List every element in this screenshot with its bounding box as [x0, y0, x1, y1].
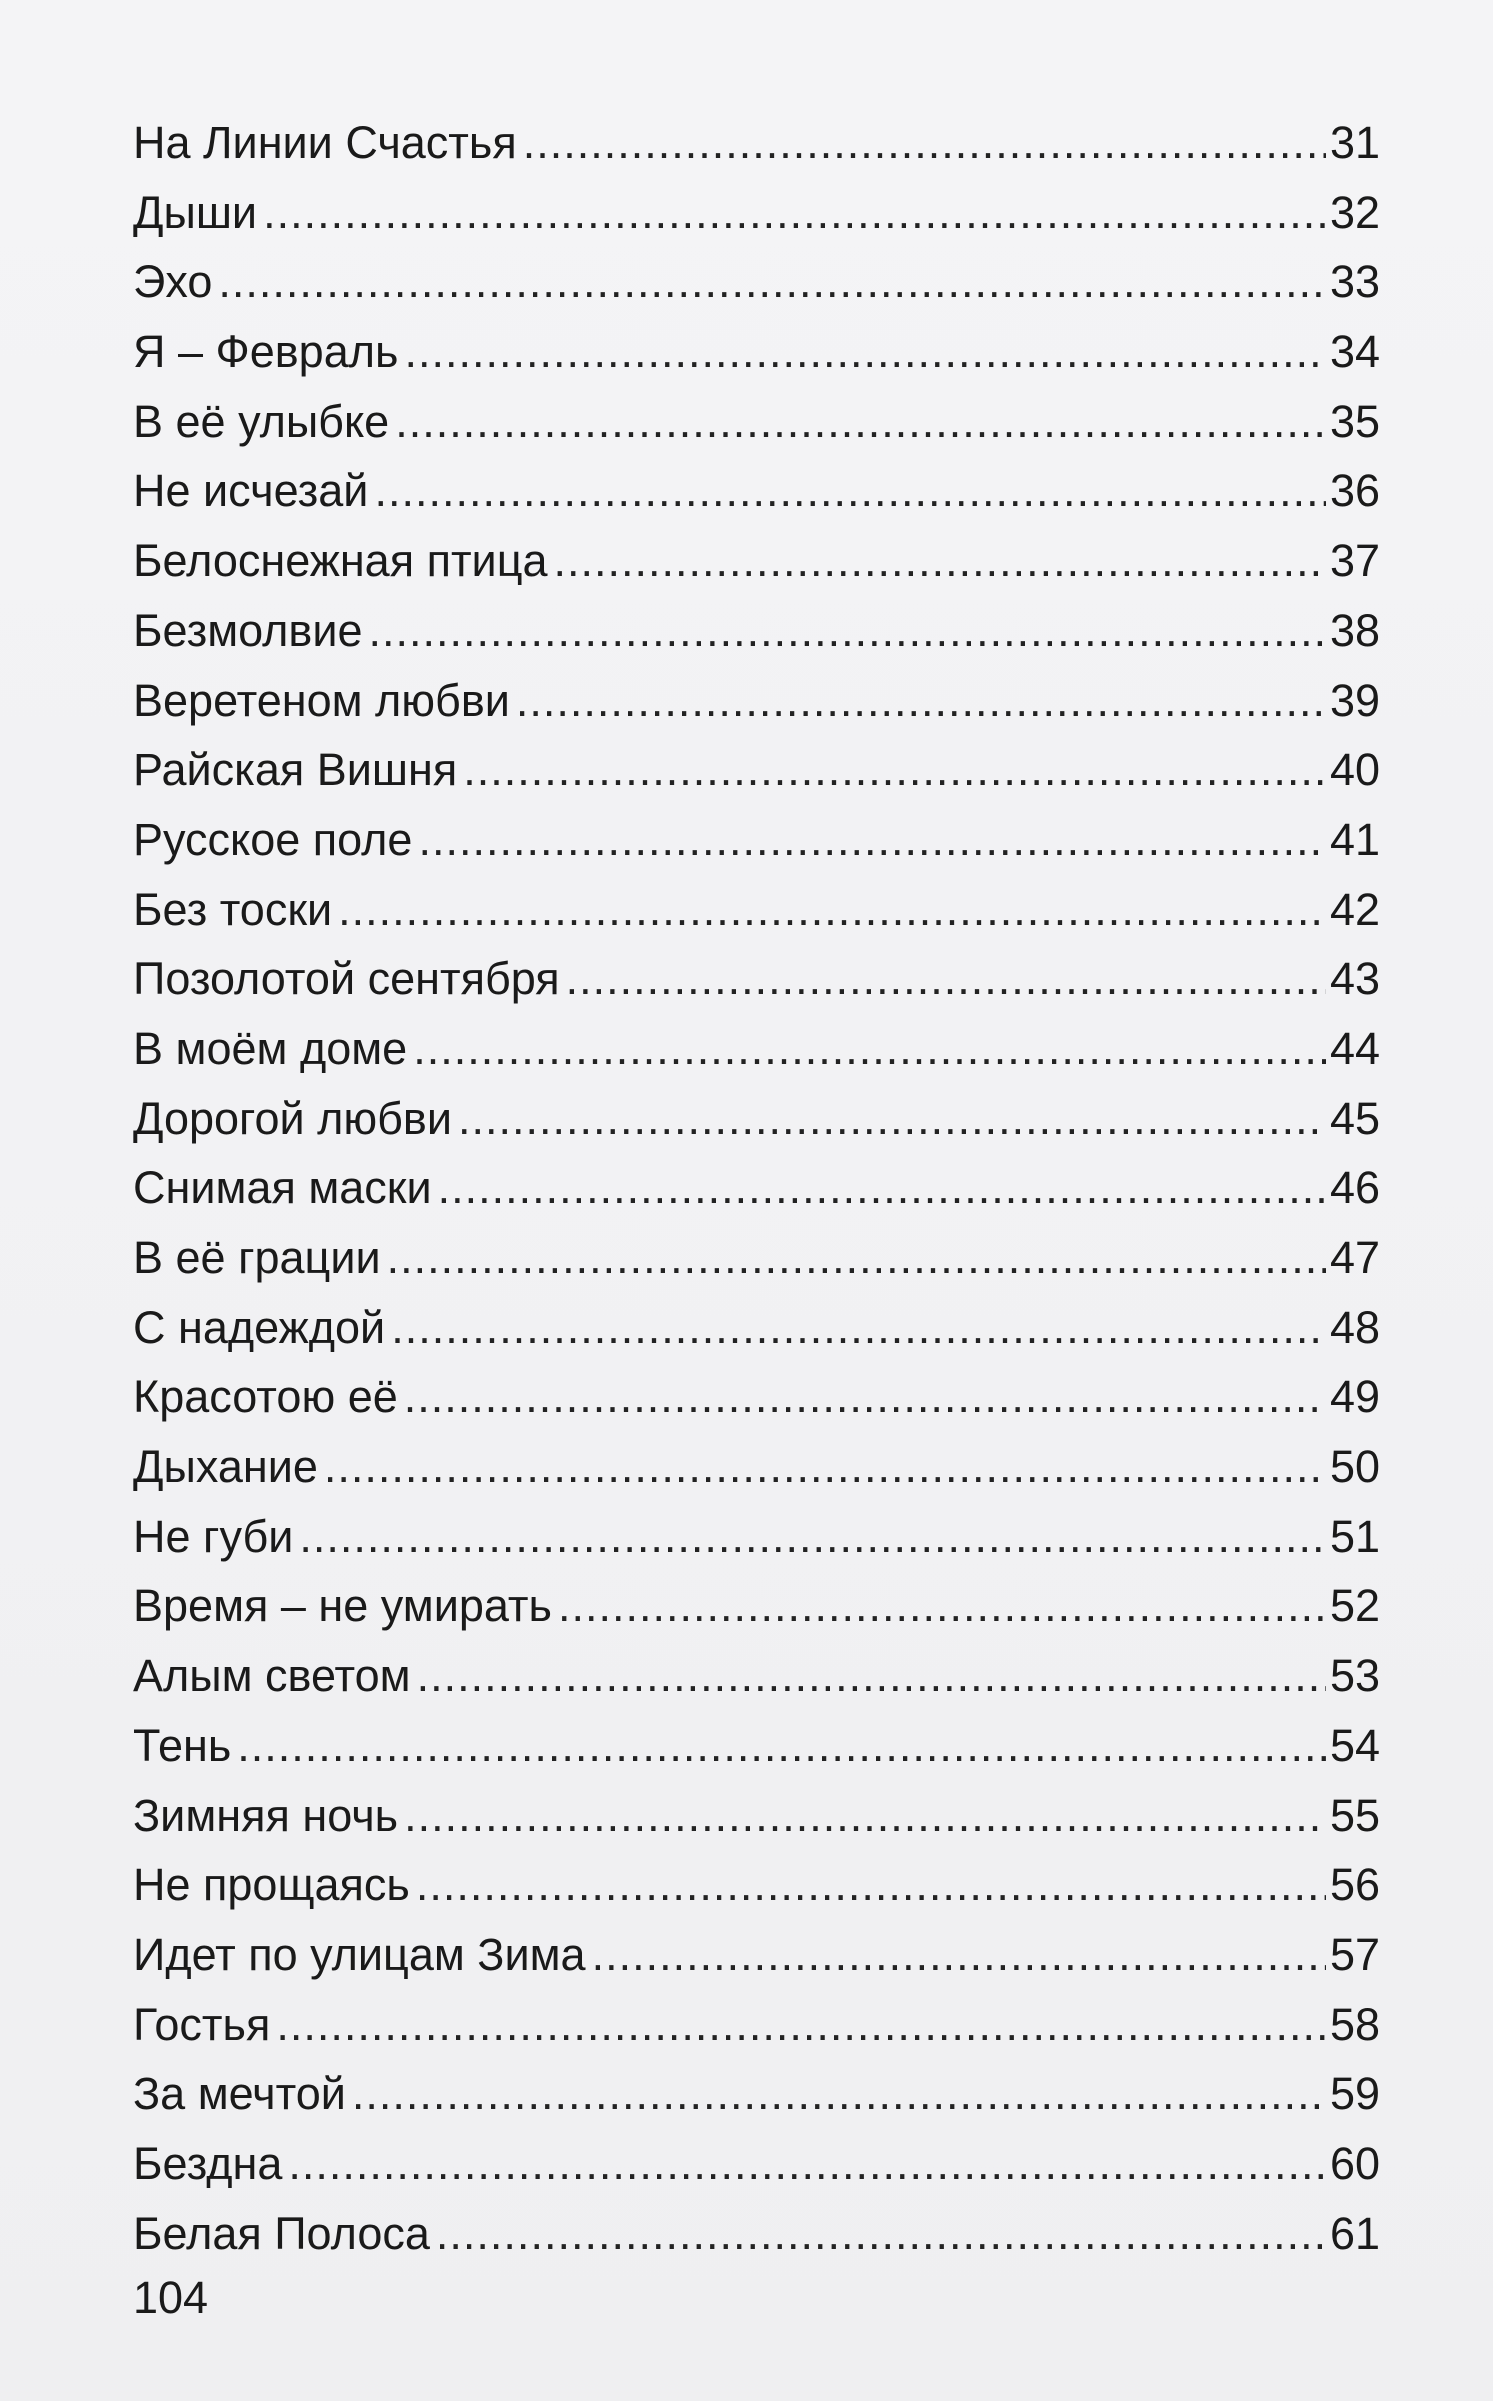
toc-entry-title: Зимняя ночь: [133, 1789, 399, 1841]
toc-entry: [133, 1571, 1380, 1641]
toc-entry: [133, 944, 1380, 1014]
toc-entry: [133, 387, 1380, 457]
toc-entry: [133, 526, 1380, 596]
toc-dot-leader: [558, 1571, 1326, 1641]
toc-entry: [133, 1084, 1380, 1154]
toc-dot-leader: [263, 178, 1326, 248]
toc-entry-title: Дорогой любви: [133, 1092, 452, 1144]
toc-dot-leader: [463, 735, 1326, 805]
toc-dot-leader: [416, 1850, 1326, 1920]
toc-entry-title: Веретеном любви: [133, 674, 510, 726]
toc-entry-page: 54: [1329, 1719, 1380, 1771]
toc-dot-leader: [288, 2129, 1326, 2199]
toc-entry-page: 50: [1329, 1441, 1380, 1493]
toc-dot-leader: [413, 1014, 1326, 1084]
toc-entry: [133, 2129, 1380, 2199]
page-number: 104: [133, 2272, 209, 2323]
toc-entry-page: 56: [1329, 1859, 1380, 1911]
toc-entry-title: Я – Февраль: [133, 326, 399, 378]
toc-entry-page: 44: [1329, 1022, 1380, 1074]
toc-entry: [133, 456, 1380, 526]
toc-entry-page: 35: [1329, 395, 1380, 447]
toc-entry: [133, 1781, 1380, 1851]
toc-entry: [133, 1293, 1380, 1363]
toc-entry-page: 49: [1329, 1371, 1380, 1423]
toc-dot-leader: [218, 247, 1326, 317]
toc-entry-page: 58: [1329, 1998, 1380, 2050]
toc-entry: [133, 1711, 1380, 1781]
toc-entry-title: За мечтой: [133, 2068, 346, 2120]
toc-entry-page: 51: [1329, 1510, 1380, 1562]
toc-dot-leader: [438, 1153, 1326, 1223]
toc-entry-title: Райская Вишня: [133, 744, 458, 796]
toc-entry-title: Не исчезай: [133, 465, 369, 517]
toc-entry-page: 45: [1329, 1092, 1380, 1144]
toc-entry-page: 40: [1329, 744, 1380, 796]
toc-dot-leader: [299, 1502, 1326, 1572]
toc-entry-title: Дыхание: [133, 1441, 318, 1493]
toc-dot-leader: [554, 526, 1326, 596]
toc-entry: [133, 1641, 1380, 1711]
toc-entry-title: Дыши: [133, 186, 258, 238]
toc-entry: [133, 2199, 1380, 2269]
toc-entry: [133, 1502, 1380, 1572]
toc-entry-page: 55: [1329, 1789, 1380, 1841]
toc-dot-leader: [404, 1362, 1326, 1432]
toc-entry: [133, 666, 1380, 736]
toc-entry-page: 59: [1329, 2068, 1380, 2120]
toc-dot-leader: [458, 1084, 1326, 1154]
toc-entry-title: В её грации: [133, 1232, 381, 1283]
toc-entry-title: Не губи: [133, 1510, 294, 1562]
toc-entry: [133, 875, 1380, 945]
toc-entry: [133, 805, 1380, 875]
toc-entry-title: Белоснежная птица: [133, 535, 548, 587]
toc-dot-leader: [404, 317, 1326, 387]
toc-entry-page: 53: [1329, 1650, 1380, 1702]
toc-entry-page: 57: [1329, 1928, 1380, 1980]
toc-entry: [133, 1432, 1380, 1502]
toc-entry-title: В её улыбке: [133, 395, 390, 447]
toc-dot-leader: [324, 1432, 1326, 1502]
toc-dot-leader: [374, 456, 1326, 526]
toc-entry-page: 34: [1329, 326, 1380, 378]
toc-entry-page: 36: [1329, 465, 1380, 517]
toc-entry: [133, 735, 1380, 805]
toc-entry-page: 32: [1329, 186, 1380, 238]
toc-entry-page: 42: [1329, 883, 1380, 935]
toc-entry-title: Идет по улицам Зима: [133, 1928, 586, 1980]
toc-dot-leader: [436, 2199, 1326, 2269]
toc-entry-page: 46: [1329, 1162, 1380, 1214]
toc-entry-page: 31: [1329, 117, 1380, 168]
toc-entry: [133, 1362, 1380, 1432]
toc-entry-page: 52: [1329, 1580, 1380, 1632]
toc-entry-page: 39: [1329, 674, 1380, 726]
toc-entry-title: Тень: [133, 1719, 232, 1771]
toc-entry-title: На Линии Счастья: [133, 117, 517, 168]
toc-dot-leader: [276, 1990, 1326, 2060]
table-of-contents: [133, 108, 1380, 2268]
toc-dot-leader: [369, 596, 1326, 666]
toc-dot-leader: [391, 1293, 1326, 1363]
toc-dot-leader: [404, 1781, 1326, 1851]
toc-entry-title: Эхо: [133, 256, 213, 308]
toc-entry-page: 48: [1329, 1301, 1380, 1353]
toc-entry-title: Позолотой сентября: [133, 953, 560, 1005]
toc-entry-page: 38: [1329, 604, 1380, 656]
toc-dot-leader: [352, 2059, 1326, 2129]
toc-entry-title: Гостья: [133, 1998, 271, 2050]
toc-entry-page: 60: [1329, 2137, 1380, 2189]
toc-entry: [133, 1850, 1380, 1920]
toc-entry-page: 41: [1329, 813, 1380, 865]
toc-entry-title: Бездна: [133, 2137, 283, 2189]
toc-entry-page: 61: [1329, 2207, 1380, 2259]
toc-dot-leader: [395, 387, 1326, 457]
toc-dot-leader: [338, 875, 1326, 945]
toc-entry-title: Без тоски: [133, 883, 333, 935]
toc-entry-page: 33: [1329, 256, 1380, 308]
toc-entry-page: 43: [1329, 953, 1380, 1005]
toc-entry-title: Не прощаясь: [133, 1859, 410, 1911]
toc-dot-leader: [592, 1920, 1326, 1990]
toc-entry-title: С надеждой: [133, 1301, 386, 1353]
toc-entry-title: Снимая маски: [133, 1162, 432, 1214]
toc-entry: [133, 2059, 1380, 2129]
toc-entry: [133, 1223, 1380, 1293]
toc-entry-title: Алым светом: [133, 1650, 411, 1702]
toc-entry-title: В моём доме: [133, 1022, 408, 1074]
toc-dot-leader: [523, 108, 1326, 178]
toc-dot-leader: [417, 1641, 1326, 1711]
toc-dot-leader: [516, 666, 1326, 736]
toc-dot-leader: [387, 1223, 1326, 1293]
toc-dot-leader: [418, 805, 1325, 875]
toc-entry: [133, 247, 1380, 317]
toc-entry: [133, 1014, 1380, 1084]
toc-entry: [133, 108, 1380, 178]
toc-entry: [133, 1153, 1380, 1223]
toc-entry-title: Безмолвие: [133, 604, 363, 656]
toc-entry-title: Время – не умирать: [133, 1580, 552, 1632]
toc-entry-title: Русское поле: [133, 813, 413, 865]
toc-entry-page: 47: [1329, 1232, 1380, 1283]
toc-entry: [133, 596, 1380, 666]
toc-entry: [133, 178, 1380, 248]
toc-entry-title: Белая Полоса: [133, 2207, 430, 2259]
toc-entry-title: Красотою её: [133, 1371, 398, 1423]
toc-entry: [133, 317, 1380, 387]
toc-entry: [133, 1920, 1380, 1990]
toc-dot-leader: [566, 944, 1326, 1014]
toc-entry: [133, 1990, 1380, 2060]
toc-entry-page: 37: [1329, 535, 1380, 587]
toc-dot-leader: [237, 1711, 1326, 1781]
